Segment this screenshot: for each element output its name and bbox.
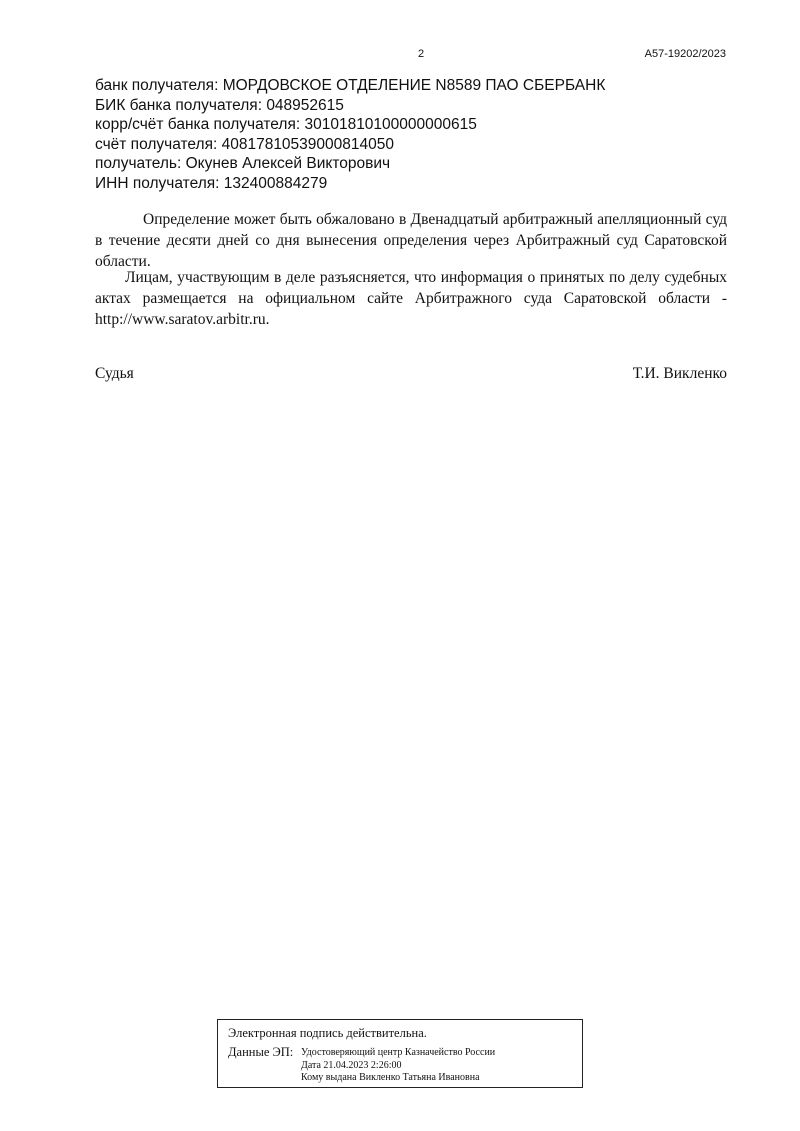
esig-details: [301, 1047, 495, 1085]
account-value: 40817810539000814050: [221, 135, 395, 153]
esig-issuer: Удостоверяющий центр Казначейство России: [301, 1047, 496, 1058]
inn-line: [95, 174, 735, 194]
electronic-signature-stamp: [217, 1019, 583, 1088]
bank-details: [95, 76, 735, 193]
inn-label: ИНН получателя:: [95, 174, 224, 192]
bik-value: 048952615: [266, 96, 344, 114]
recipient-value: Окунев Алексей Викторович: [185, 155, 391, 172]
appeal-paragraph: Определение может быть обжаловано в Двенадцатый арбитражный апелляционный суд в течение десяти дней со дня вынесения определения через Арбитражный суд Саратовской области.: [95, 211, 727, 270]
recipient-label: получатель:: [95, 155, 186, 172]
info-paragraph: Лицам, участвующим в деле разъясняется, что информация о принятых по делу судебных актах размещается на официальном сайте Арбитражного суда Саратовской области - http://www.saratov.arbitr.ru.: [95, 269, 727, 328]
bank-name-label: банк получателя:: [95, 77, 223, 94]
recipient-line: [95, 154, 735, 174]
page-number: 2: [418, 48, 425, 60]
corr-account-value: 30101810100000000615: [304, 116, 477, 133]
bik-label: БИК банка получателя:: [95, 96, 267, 114]
esig-issued-to: Кому выдана Викленко Татьяна Ивановна: [301, 1072, 480, 1083]
judge-name: Т.И. Викленко: [632, 365, 727, 382]
account-label: счёт получателя:: [95, 135, 222, 153]
account-line: [95, 135, 735, 155]
bank-name-value: МОРДОВСКОЕ ОТДЕЛЕНИЕ N8589 ПАО СБЕРБАНК: [222, 77, 606, 94]
corr-account-line: [95, 115, 735, 135]
inn-value: 132400884279: [223, 174, 328, 192]
esig-date: Дата 21.04.2023 2:26:00: [301, 1059, 402, 1071]
esig-data-row: [228, 1045, 572, 1085]
case-number: А57-19202/2023: [644, 48, 726, 60]
esig-label: Данные ЭП:: [228, 1045, 294, 1059]
bik-line: [95, 96, 735, 116]
esig-title: Электронная подпись действительна.: [228, 1026, 427, 1040]
bank-name-line: [95, 76, 735, 96]
corr-account-label: корр/счёт банка получателя:: [95, 116, 305, 133]
judge-role: Судья: [95, 365, 134, 382]
